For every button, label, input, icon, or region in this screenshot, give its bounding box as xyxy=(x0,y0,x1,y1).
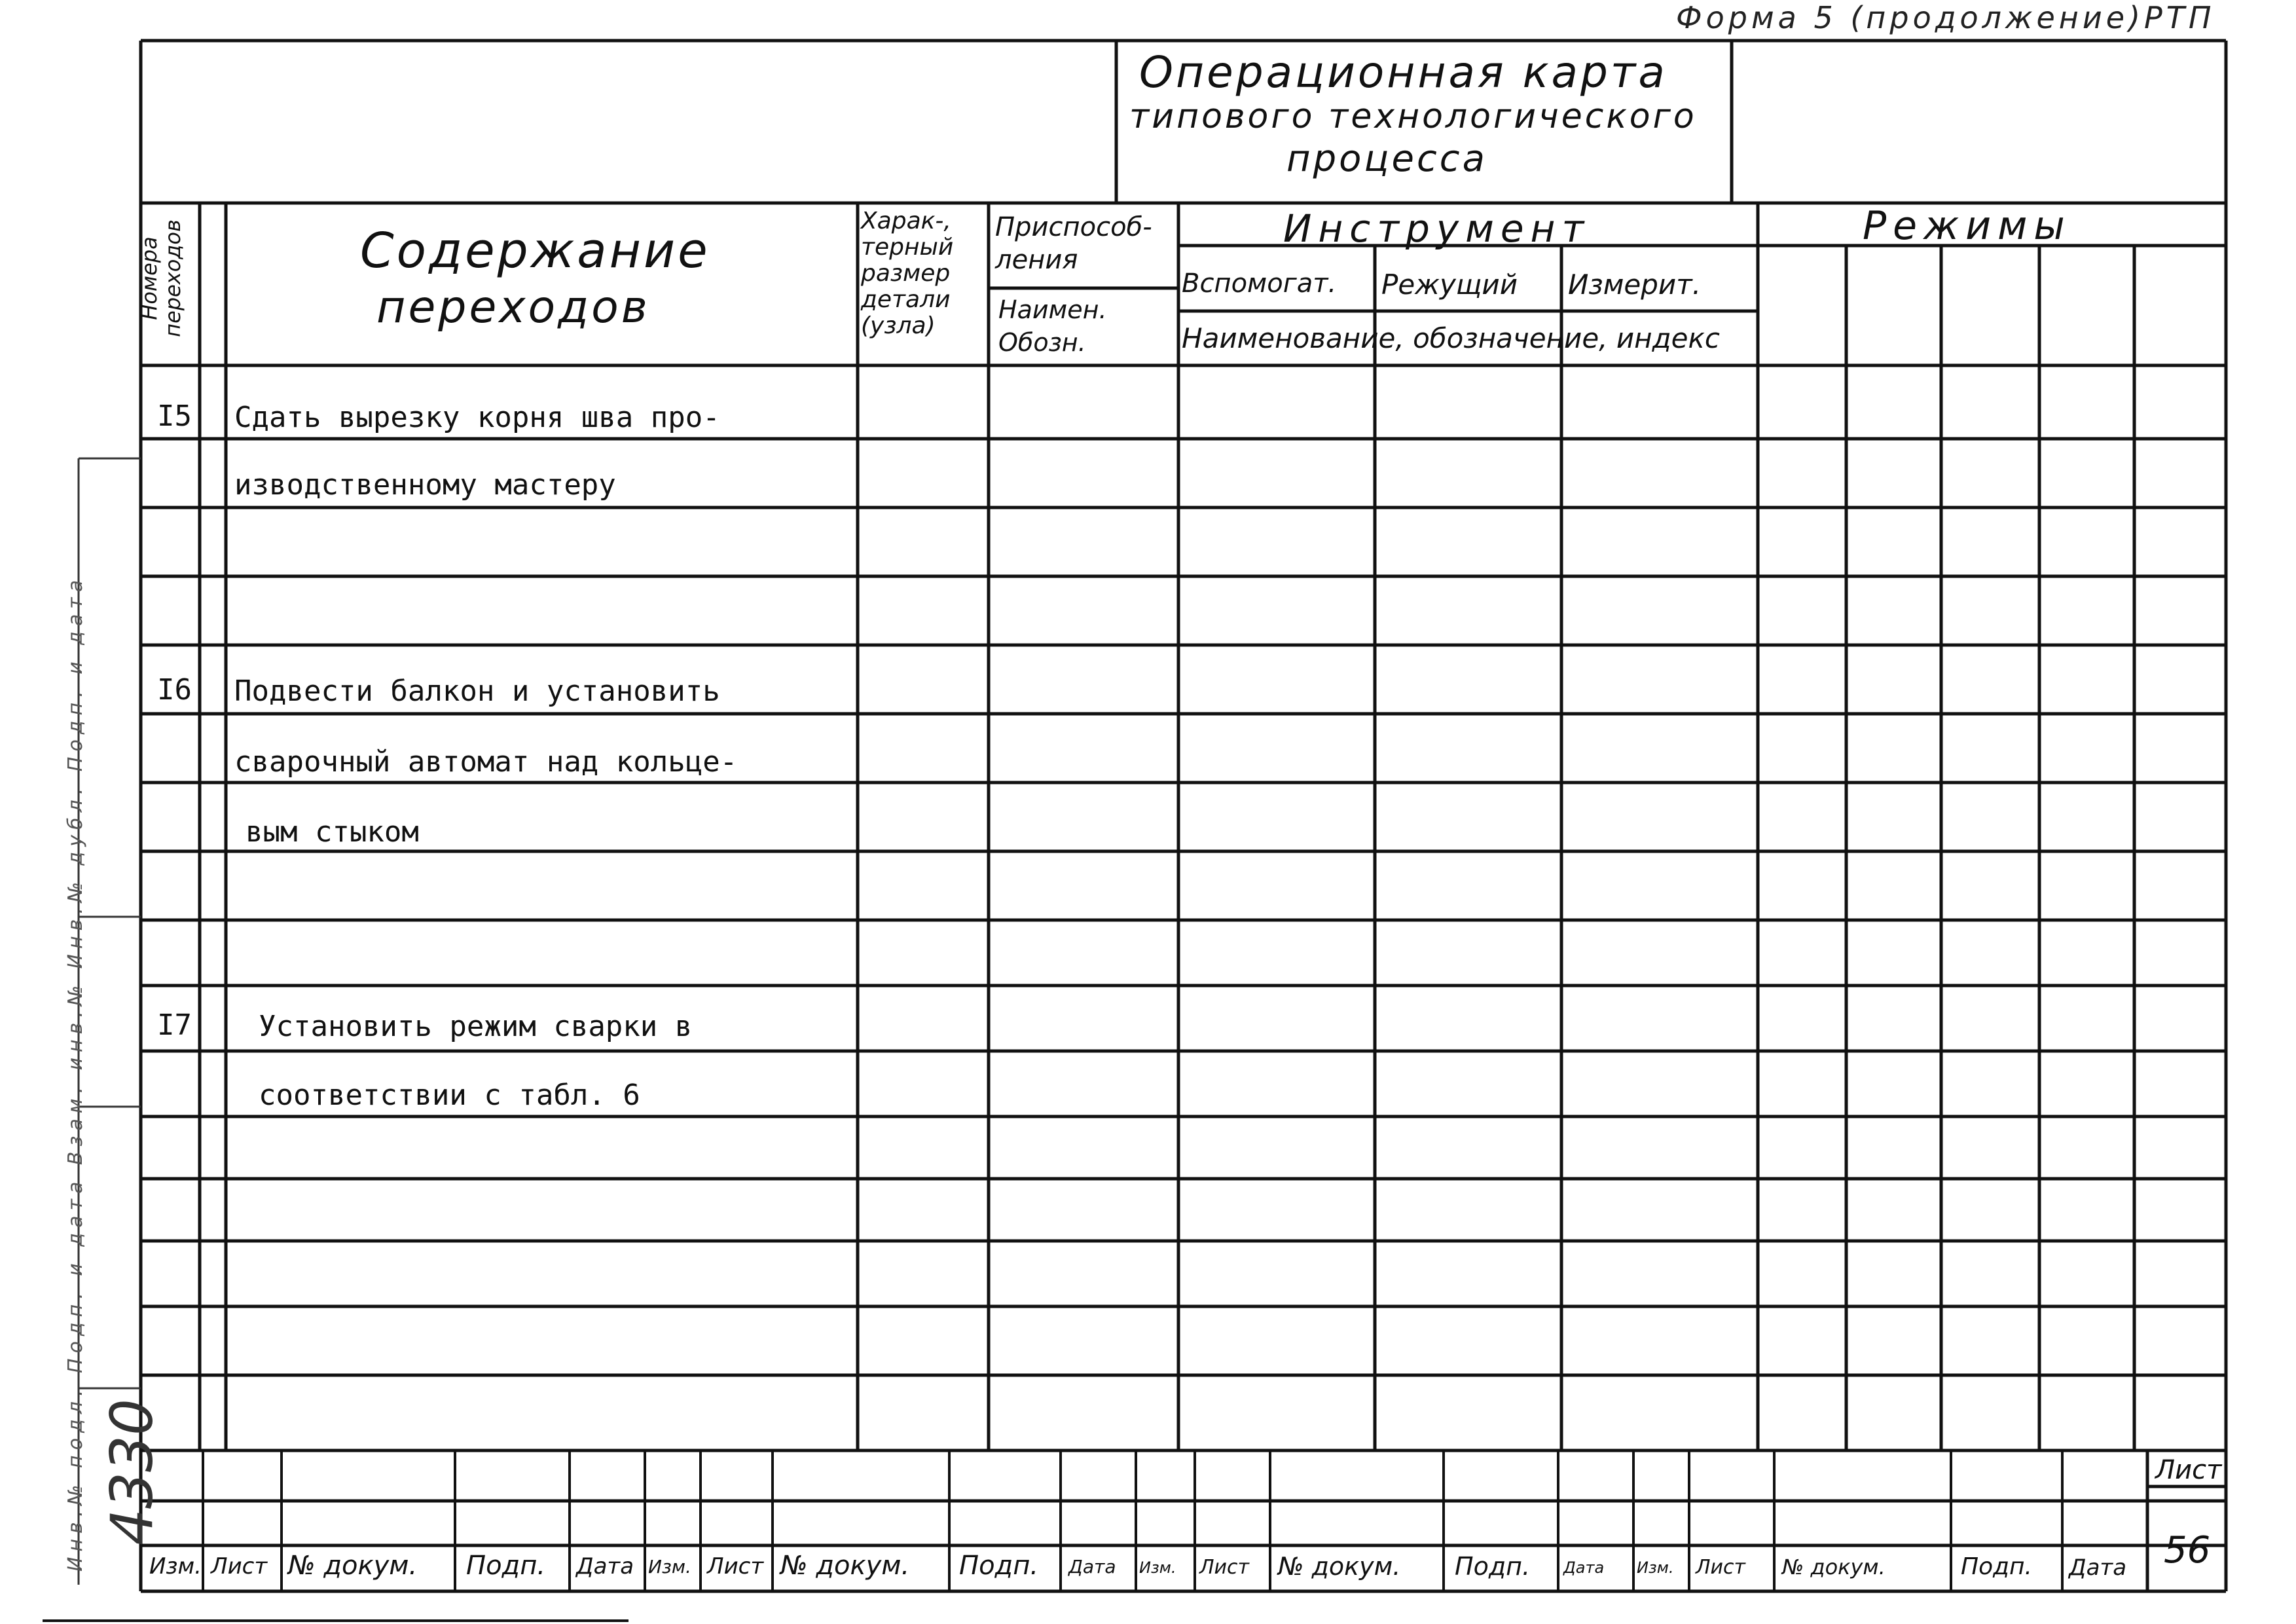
page-title-line1: Операционная карта xyxy=(1139,47,1667,98)
char-size-line: Харак-, xyxy=(861,208,951,234)
fixtures-line: Приспособ- xyxy=(995,212,1152,242)
stamp-doc: № докум. xyxy=(1782,1555,1886,1579)
sheet-number: 56 xyxy=(2164,1529,2211,1572)
row-text: вым стыком xyxy=(246,815,419,849)
row-text: сварочный автомат над кольце- xyxy=(234,745,738,779)
stamp-doc: № докум. xyxy=(1278,1552,1401,1581)
row-number: I7 xyxy=(157,1008,192,1042)
inventory-number: 4330 xyxy=(98,1399,166,1545)
stamp-izm: Изм. xyxy=(149,1553,202,1579)
row-text: Установить режим сварки в xyxy=(259,1010,693,1043)
row-text: Сдать вырезку корня шва про- xyxy=(234,401,720,434)
header-tool-cut: Режущий xyxy=(1381,268,1518,301)
stamp-list: Лист xyxy=(1696,1556,1746,1579)
stamp-list: Лист xyxy=(1199,1556,1250,1579)
page-title-line2: типового технологического xyxy=(1129,97,1697,136)
stamp-podp: Подп. xyxy=(466,1551,546,1581)
row-number: I6 xyxy=(157,673,192,707)
fixtures-sub-line: Наимен. xyxy=(998,295,1107,324)
char-size-line: размер xyxy=(861,260,951,287)
stamp-izm: Изм. xyxy=(1637,1559,1674,1577)
stamp-data: Дата xyxy=(2069,1555,2127,1581)
fixtures-sub-line: Обозн. xyxy=(998,328,1086,357)
header-tool-sub: Наименование, обозначение, индекс xyxy=(1182,322,1720,354)
stamp-podp: Подп. xyxy=(1455,1552,1531,1581)
stamp-list: Лист xyxy=(211,1553,268,1579)
header-char-size xyxy=(861,208,953,339)
row-text: Подвести балкон и установить xyxy=(234,674,720,708)
stamp-podp: Подп. xyxy=(1961,1553,2032,1580)
header-fixtures xyxy=(995,211,1152,276)
inventory-labels: Инв.№ подл. Подп. и дата Взам. инв.№ Инв.№ дубл. Подп. и дата xyxy=(64,574,87,1572)
header-modes: Режимы xyxy=(1863,203,2071,249)
stamp-data: Дата xyxy=(576,1553,634,1579)
row-text: изводственному мастеру xyxy=(234,468,616,502)
row-number: I5 xyxy=(157,399,192,433)
stamp-izm: Изм. xyxy=(1139,1559,1176,1577)
char-size-line: (узла) xyxy=(861,312,936,339)
stamp-izm: Изм. xyxy=(648,1556,691,1578)
form-note: Форма 5 (продолжение)РТП xyxy=(1676,0,2215,35)
stamp-doc: № докум. xyxy=(288,1551,418,1581)
page-title-line3: процесса xyxy=(1286,138,1487,180)
header-numbers: Номера переходов xyxy=(137,219,185,337)
stamp-doc: № докум. xyxy=(780,1551,910,1581)
stamp-data: Дата xyxy=(1068,1556,1116,1578)
header-tools: Инструмент xyxy=(1283,206,1591,251)
stamp-data: Дата xyxy=(1563,1559,1605,1577)
fixtures-line: ления xyxy=(995,245,1078,275)
stamp-podp: Подп. xyxy=(959,1551,1039,1581)
header-tool-aux: Вспомогат. xyxy=(1182,268,1337,299)
sheet-label: Лист xyxy=(2155,1455,2222,1485)
stamp-list: Лист xyxy=(707,1553,764,1579)
char-size-line: терный xyxy=(861,234,954,261)
header-tool-meas: Измерит. xyxy=(1568,268,1702,301)
row-text: соответствии с табл. 6 xyxy=(259,1079,640,1112)
header-fixtures-sub xyxy=(998,293,1107,359)
header-content-line1: Содержание xyxy=(360,223,710,279)
char-size-line: детали xyxy=(861,286,951,313)
header-content-line2: переходов xyxy=(376,282,650,333)
